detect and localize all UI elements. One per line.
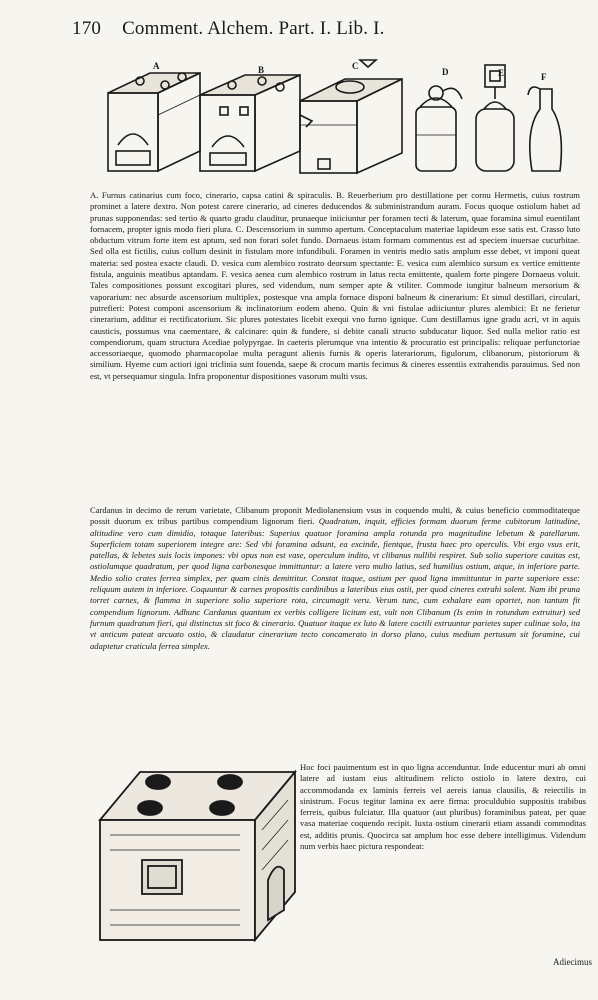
running-title: Comment. Alchem. Part. I. Lib. I. bbox=[122, 18, 385, 39]
figure-label-a: A bbox=[153, 61, 160, 71]
page-number: 170 bbox=[72, 18, 102, 39]
figure-label-b: B bbox=[258, 65, 265, 75]
figure-label-f: F bbox=[541, 72, 547, 82]
furnace-a bbox=[108, 73, 200, 171]
figure-label-c: C bbox=[352, 61, 359, 71]
furnace-b bbox=[200, 75, 312, 171]
vessel-d bbox=[416, 86, 462, 171]
figure-label-e: E bbox=[498, 68, 505, 78]
furnace-c bbox=[300, 60, 402, 173]
paragraph-2-lead: Cardanus in decimo de rerum varietate, Clibanum proponit Mediolanensium vsus in coquendo multi, & cuius beneficio commoditateque possit duorum ex tribus partibus compendium lignorum fieri. bbox=[90, 505, 580, 527]
paragraph-2-quotation: Quadratum, inquit, efficies formam duorum ferme cubitorum latitudine, altitudine vero cum dimidio, totaque lateribus: Superius quatuor foramina ampla rotunda pro magnitudine lebetum & patellarum. Superficiem totam superiorem integre are: Sed vbi foramina adsunt, ea excinde, fientque, frusta haec pro operculis. Vbi ergo vsus erit, patellas, & lebetes suis locis impones: vbi opus non est vase, operculum indito, vt clibanus nullibi respiret. Sub solio superiore cauitas est, ostiolumque quadratum, per quod ligna carbonesque immittuntur: a latere vero multo latius, sed humilius ostium, atque, in inferiore parte. Medio solio crates ferrea simplex, per quam cinis demittitur. Constat itaque, ostium per quod ligna immittuntur in parte superiore esse: reliquum autem in inferiore. Coquuntur & carnes propositis cardinibus a lateribus eius ostii, per quod cineres extrahi solent. Nam ibi pruna torret carnes, & flamma in superiore solio superiore rota, circumagit veru. Verum tunc, cum exhalare eam oportet, non tantum fit compendium lignorum. Adhunc Cardanus quantum ex verbis colligere licitum est, vult non Clibanum (Is enim in rotundum extruitur) sed furnum quadratum fieri, qui distinctus sit foco & cinerario. Quatuor itaque ex luto & latere coctili extruuntur parietes super culinae solo, ita vt anticum pateat arcuato ostio, & claudatur cinerarium tecto concamerato in dorso plano, cuius medium pertusum sit foramine, cui adaptetur craticula ferrea simplex. bbox=[90, 516, 580, 651]
vessel-e bbox=[476, 65, 514, 171]
side-paragraph: Hoc foci pauimentum est in quo ligna accenduntur. Inde educentur muri ab omni latere ad iustam eius altitudinem relicto ostiolo in latere dextro, cui accommodanda ex laminis ferreis vel aereis ianua clausilis, & reiectilis in sinistrum. Focus tegitur lamina ex aere firma: proculdubio suppositis trabibus ferreis, quibus fulciatur. Illa quatuor (aut pluribus) foraminibus pateat, per quae vasa materiae coquendo recipit. Iuxta ostium cinerarii etiam assandi commoditas est, additis prunis. Quocirca sat amplum hoc esse debere intelligimus. Videndum num verbis haec pictura respondeat: bbox=[300, 762, 586, 852]
vessel-f bbox=[528, 87, 561, 171]
paragraph-2 bbox=[90, 505, 580, 652]
paragraph-1: A. Furnus catinarius cum foco, cinerario, capsa catini & spiraculis. B. Reuerberium pro destillatione per cornu Hermetis, cuius rostrum prominet a latere dextro. Non potest carere cinerario, ad cineres deducendos & subministrandum auram. Focus quoque ostiolum habet ad prunas supponendas: sed tertio & quarto gradu clauditur, prunaeque iniiciuntur per foramen tecti & laterum, quae foramina simul euentilant fornacem, propter ignis modo fieri plura. C. Descensorium in summo apertum. Conceptaculum materiae lapideum esse satis est. Crasso luto obductum vitrum forte item est aptum, sed non forari solet fundo. Dornaeus istam formam commentus est ad speciem inuersae cucurbitae. Sed olla est fictilis, cuius collum desinit in fistulam more infundibuli. Foramen in ventris medio satis amplum esse debet, vt imponi queat materia: sed postea exacte claudi. D. vesica cum alembico rostrato deorsum spectante: E. vesica cum alembico sursum ex vertice emittente fistula, anguinis meatibus aptandam. F. vesica aenea cum alembico rostrum in latus recta emittente, qualem forte pingere Dornaeus voluit. Tales compositiones possunt excogitari plures, sed videndum, num semper apte & vtiliter. Commode iungitur balneum mersorium & vaporarium: nec absurde ascensorium multiplex, postesque vna ampla fornace disponi balneum & cinerarium: Et simul destillari, circulari, putrefieri: Potest componi ascensorium & inclinatorium eodem aheno. Quin & vni fistulae adiiciuntur plures alembici: Et ne ferietur cinerarium, additur ei rectificatorium. Sic plures potestates licebit exequi vno furno ignique. Cum destillamus igne gradu acri, vt in aquis causticis, possumus vna caementare, & calcinare: quin & fundere, si debite canali structo subducatur liquor. Sed nulla melior ratio est compendiorum, quam structura Acediae polypyrgae. In caeteris plerumque vna intentio & procuratio est principalis: reliquae perfunctoriae accessoriaeque, quomodo pharmacopolae multa peragunt alienis furnis & operis laterariorum, figulorum, clibanorum, pistoriorum & similium. Hyeme cum actiori igni triclinia sunt fouenda, saepe & crocum martis fecimus & cineres essentiis extrahendis parauimus. Sed non est, vt persequamur singula. Infra proponentur dispositiones vasorum multi vsus. bbox=[90, 190, 580, 381]
figure-label-d: D bbox=[442, 67, 449, 77]
running-header bbox=[72, 18, 385, 40]
catchword: Adiecimus bbox=[553, 957, 592, 967]
square-furnace-woodcut bbox=[90, 760, 310, 950]
